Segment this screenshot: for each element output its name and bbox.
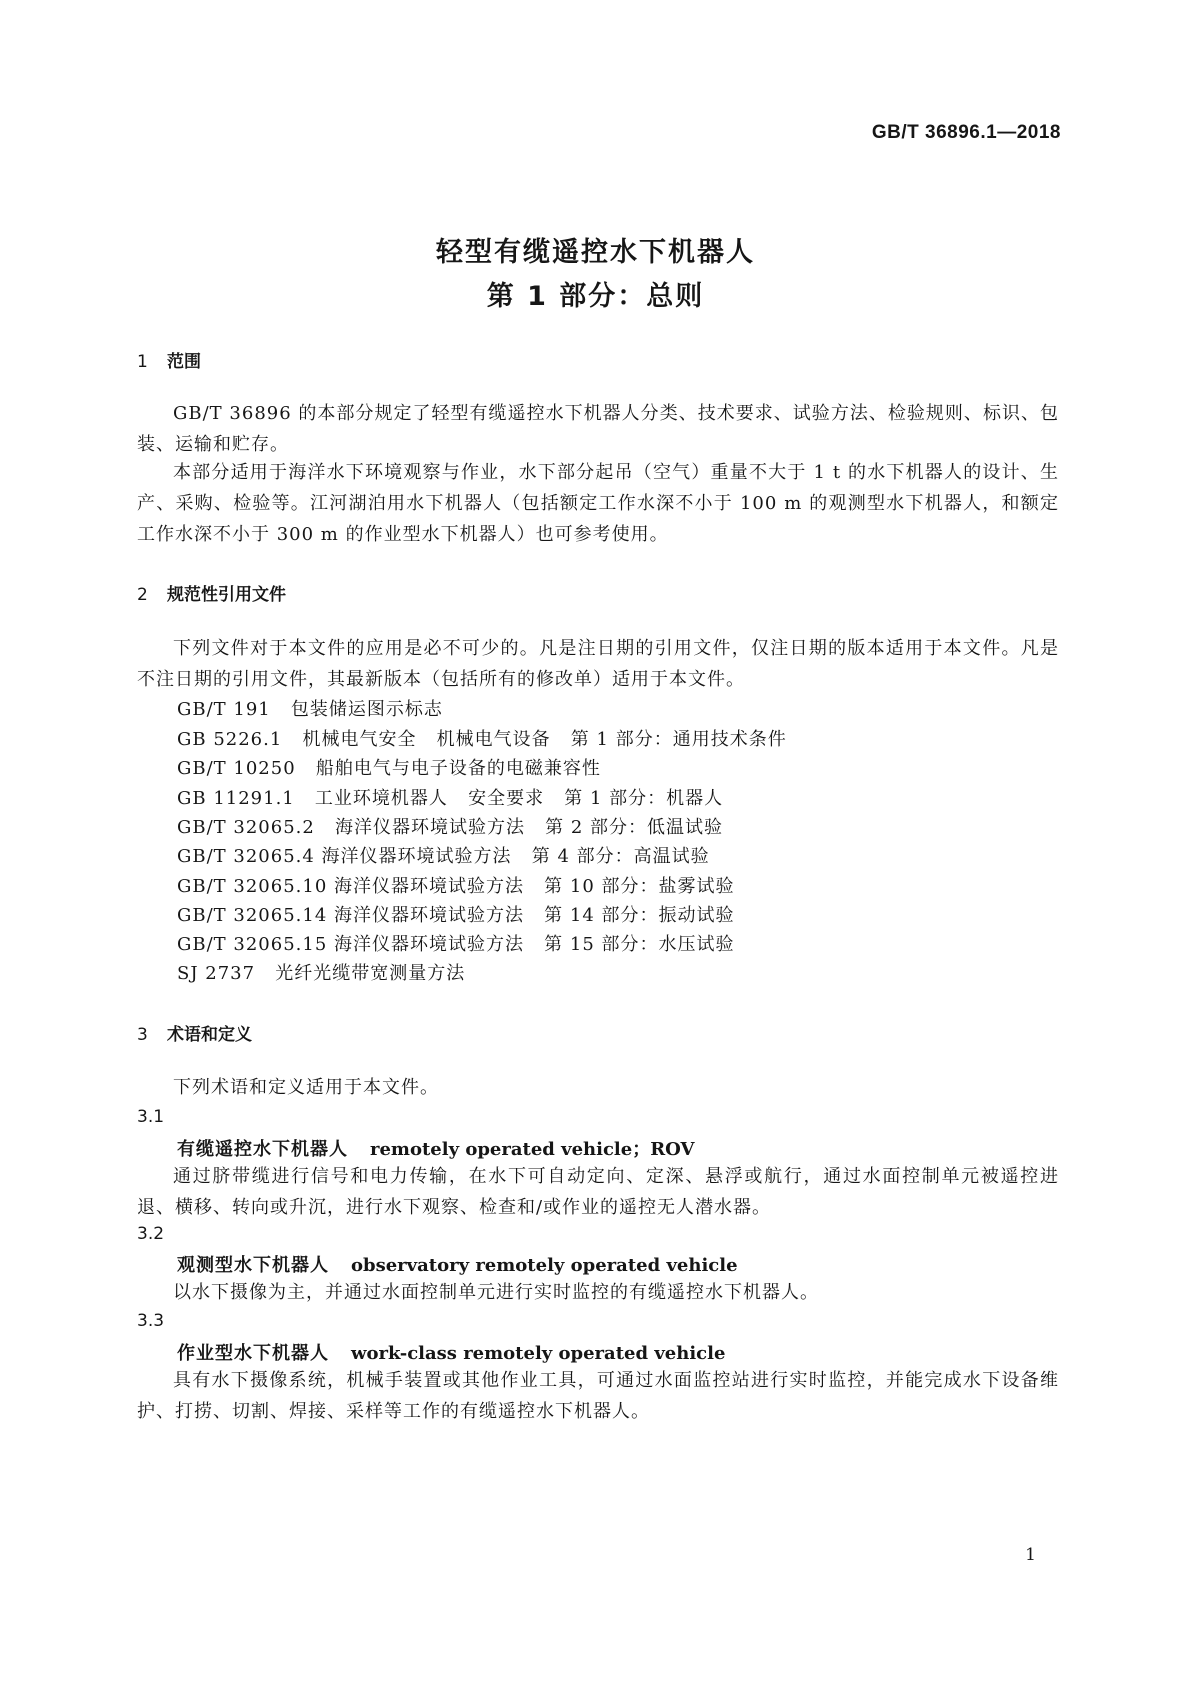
term-english: observatory remotely operated vehicle xyxy=(351,1255,738,1276)
reference-item: GB 5226.1 机械电气安全 机械电气设备 第 1 部分：通用技术条件 xyxy=(177,729,787,750)
section-3-heading xyxy=(137,1020,252,1045)
standard-code: GB/T 36896.1—2018 xyxy=(871,122,1061,143)
section-2-heading xyxy=(137,580,286,605)
section-title: 术语和定义 xyxy=(167,1025,252,1045)
term-number: 3.2 xyxy=(137,1224,165,1244)
document-subtitle: 第 1 部分：总则 xyxy=(486,281,705,312)
section-number: 1 xyxy=(137,352,148,372)
term-definition: 通过脐带缆进行信号和电力传输，在水下可自动定向、定深、悬浮或航行，通过水面控制单元被遥控进退、横移、转向或升沉，进行水下观察、检查和/或作业的遥控无人潜水器。 xyxy=(137,1166,1059,1218)
section-2-intro: 下列文件对于本文件的应用是必不可少的。凡是注日期的引用文件，仅注日期的版本适用于本文件。凡是不注日期的引用文件，其最新版本（包括所有的修改单）适用于本文件。 xyxy=(137,638,1059,690)
section-1-paragraph-1: GB/T 36896 的本部分规定了轻型有缆遥控水下机器人分类、技术要求、试验方法、检验规则、标识、包装、运输和贮存。 xyxy=(137,403,1059,455)
term-english: remotely operated vehicle；ROV xyxy=(370,1139,695,1160)
reference-item: GB/T 32065.2 海洋仪器环境试验方法 第 2 部分：低温试验 xyxy=(177,817,724,838)
term-heading xyxy=(177,1339,725,1365)
section-1-heading xyxy=(137,347,201,372)
page-number: 1 xyxy=(1025,1545,1036,1565)
document-title: 轻型有缆遥控水下机器人 xyxy=(436,237,755,268)
section-number: 3 xyxy=(137,1025,148,1045)
term-heading xyxy=(177,1251,738,1277)
section-title: 规范性引用文件 xyxy=(167,585,286,605)
term-definition: 具有水下摄像系统，机械手装置或其他作业工具，可通过水面监控站进行实时监控，并能完成水下设备维护、打捞、切割、焊接、采样等工作的有缆遥控水下机器人。 xyxy=(137,1370,1059,1422)
section-3-intro: 下列术语和定义适用于本文件。 xyxy=(173,1077,439,1098)
term-chinese: 有缆遥控水下机器人 xyxy=(177,1139,348,1160)
section-1-paragraph-2: 本部分适用于海洋水下环境观察与作业，水下部分起吊（空气）重量不大于 1 t 的水下机器人的设计、生产、采购、检验等。江河湖泊用水下机器人（包括额定工作水深不小于 100 m 的观测型水下机器人，和额定工作水深不小于 300 m 的作业型水下机器人）也可参考使用。 xyxy=(137,462,1059,545)
term-chinese: 作业型水下机器人 xyxy=(177,1343,329,1364)
term-definition: 以水下摄像为主，并通过水面控制单元进行实时监控的有缆遥控水下机器人。 xyxy=(173,1282,819,1303)
section-number: 2 xyxy=(137,585,148,605)
term-chinese: 观测型水下机器人 xyxy=(177,1255,329,1276)
reference-item: GB/T 191 包装储运图示标志 xyxy=(177,699,443,720)
term-heading xyxy=(177,1135,695,1161)
reference-item: GB/T 32065.4 海洋仪器环境试验方法 第 4 部分：高温试验 xyxy=(177,846,710,867)
reference-item: GB 11291.1 工业环境机器人 安全要求 第 1 部分：机器人 xyxy=(177,788,724,809)
term-number: 3.1 xyxy=(137,1107,165,1127)
reference-item: GB/T 32065.15 海洋仪器环境试验方法 第 15 部分：水压试验 xyxy=(177,934,735,955)
reference-item: SJ 2737 光纤光缆带宽测量方法 xyxy=(177,963,466,984)
reference-item: GB/T 32065.14 海洋仪器环境试验方法 第 14 部分：振动试验 xyxy=(177,905,735,926)
term-number: 3.3 xyxy=(137,1311,165,1331)
term-english: work-class remotely operated vehicle xyxy=(351,1343,726,1364)
reference-item: GB/T 32065.10 海洋仪器环境试验方法 第 10 部分：盐雾试验 xyxy=(177,876,735,897)
reference-item: GB/T 10250 船舶电气与电子设备的电磁兼容性 xyxy=(177,758,601,779)
section-title: 范围 xyxy=(167,352,201,372)
